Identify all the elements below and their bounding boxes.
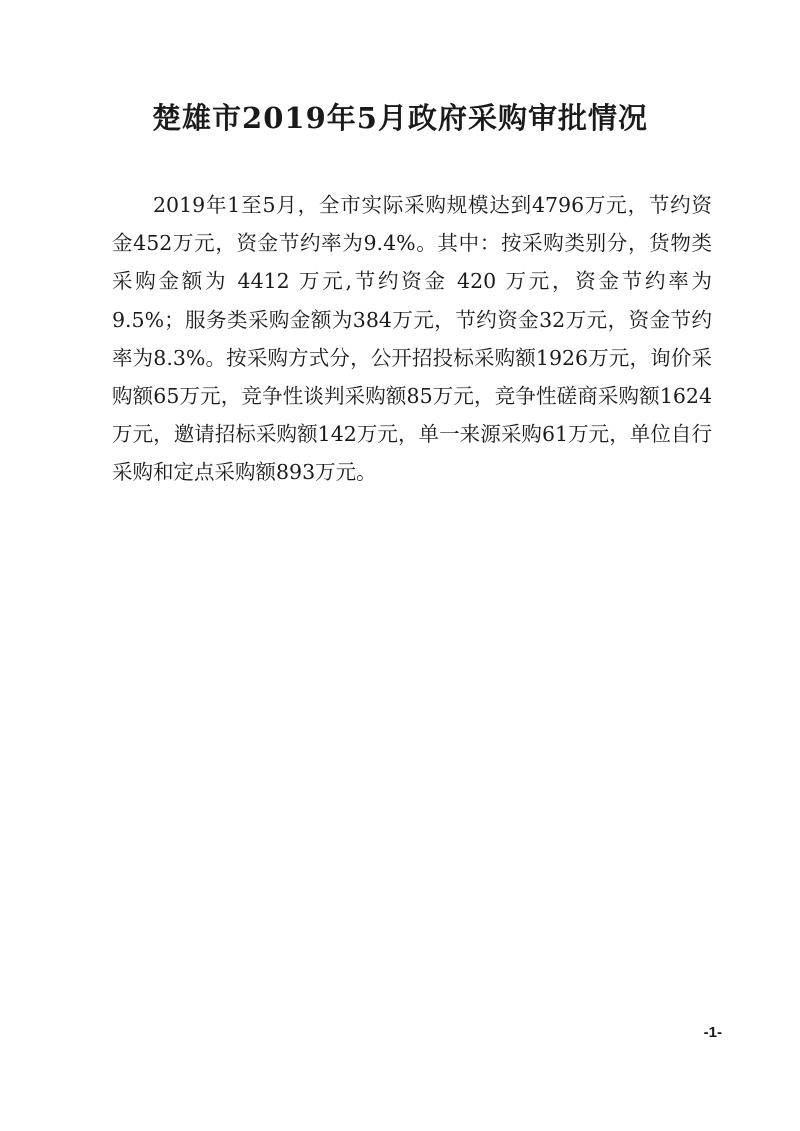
- document-title: 楚雄市2019年5月政府采购审批情况: [152, 101, 648, 135]
- body-paragraph: 2019年1至5月，全市实际采购规模达到4796万元，节约资金452万元，资金节约率为9.4%。其中：按采购类别分，货物类采购金额为 4412 万元,节约资金 420 万元，资金节约率为9.5%；服务类采购金额为384万元，节约资金32万元，资金节约率为8.3%。按采购方式分，公开招投标采购额1926万元，询价采购额65万元，竞争性谈判采购额85万元，竞争性磋商采购额1624万元，邀请招标采购额142万元，单一来源采购61万元，单位自行采购和定点采购额893万元。: [112, 193, 712, 485]
- page-number: -1-: [703, 1024, 722, 1041]
